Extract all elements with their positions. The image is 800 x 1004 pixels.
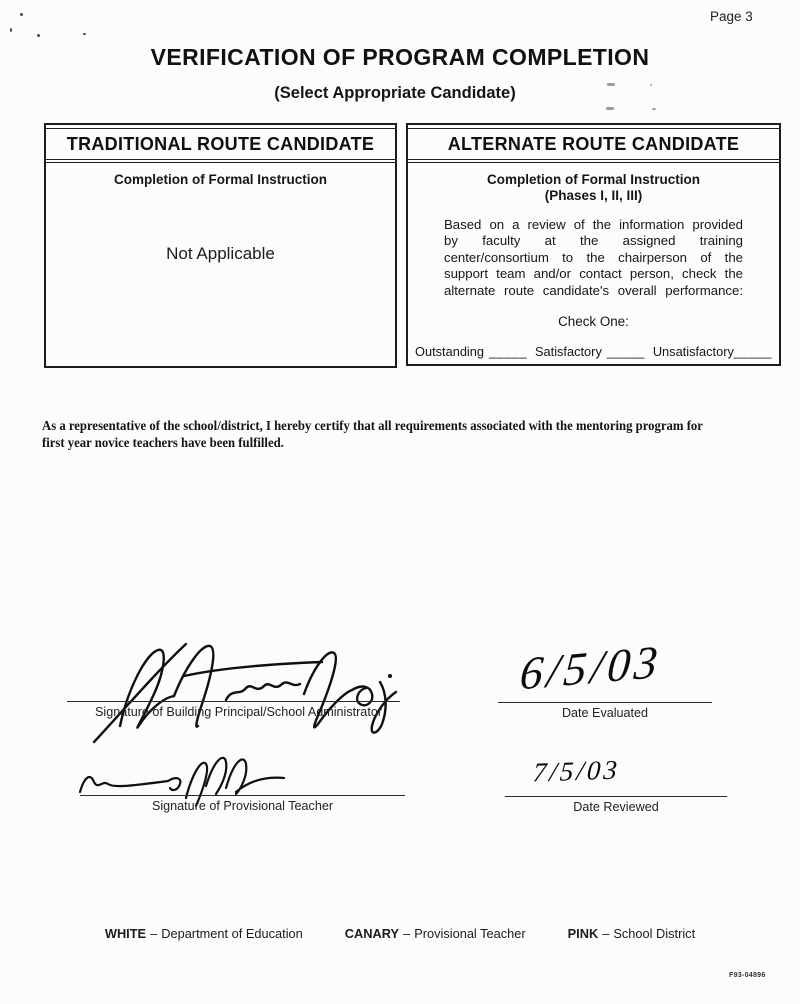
copy-separator: – bbox=[150, 926, 158, 941]
rating-label: Satisfactory bbox=[534, 344, 602, 360]
copy-color-label: WHITE bbox=[104, 926, 147, 941]
certification-line1: As a representative of the school/district, I hereby certify that all requirements associated with the mentoring program for bbox=[42, 418, 703, 433]
instructions-line: Based on a review of the information provided bbox=[444, 217, 743, 232]
scan-speck bbox=[83, 33, 86, 35]
page-subtitle: (Select Appropriate Candidate) bbox=[274, 84, 516, 102]
alternate-route-box bbox=[406, 123, 781, 366]
rating-unsatisfactory bbox=[653, 344, 772, 359]
header-double-rule bbox=[46, 160, 395, 163]
teacher-signature-label: Signature of Provisional Teacher bbox=[151, 799, 334, 813]
scan-speck bbox=[37, 34, 40, 37]
copy-recipient-label: Provisional Teacher bbox=[414, 926, 526, 941]
principal-signature-handwriting bbox=[88, 636, 418, 751]
rating-outstanding bbox=[415, 344, 527, 359]
rating-row bbox=[408, 344, 779, 359]
header-double-rule bbox=[408, 160, 779, 163]
copy-canary bbox=[345, 926, 526, 941]
copy-color-label: CANARY bbox=[344, 926, 400, 941]
principal-signature-line bbox=[67, 701, 400, 702]
alternate-subheading-line2: (Phases I, II, III) bbox=[544, 188, 643, 203]
form-code: F93-04896 bbox=[729, 972, 766, 979]
rating-label: Unsatisfactory bbox=[652, 344, 734, 360]
instructions-line: support team and/or contact person, check the bbox=[444, 266, 743, 282]
copy-distribution-row bbox=[0, 926, 800, 941]
instructions-line: center/consortium to the chairperson of the bbox=[444, 249, 743, 265]
alternate-subheading bbox=[408, 172, 779, 204]
copy-color-label: PINK bbox=[567, 926, 599, 941]
certification-statement bbox=[42, 417, 756, 451]
scan-speck bbox=[20, 13, 23, 16]
rating-label: Outstanding bbox=[415, 344, 485, 360]
alternate-instructions bbox=[444, 217, 743, 299]
copy-separator: – bbox=[602, 926, 610, 941]
traditional-status: Not Applicable bbox=[166, 244, 275, 263]
teacher-signature-line bbox=[80, 795, 405, 796]
rating-blank-line: _____ bbox=[489, 344, 528, 360]
page-title: VERIFICATION OF PROGRAM COMPLETION bbox=[150, 44, 650, 70]
page-number: Page 3 bbox=[710, 9, 753, 24]
principal-signature-label: Signature of Building Principal/School Administrator bbox=[95, 705, 383, 719]
alternate-subheading-line1: Completion of Formal Instruction bbox=[487, 172, 700, 187]
copy-pink bbox=[568, 926, 695, 941]
rating-blank-line: _____ bbox=[606, 344, 645, 360]
copy-separator: – bbox=[403, 926, 411, 941]
alternate-route-title: ALTERNATE ROUTE CANDIDATE bbox=[408, 128, 779, 160]
date-reviewed-line bbox=[505, 796, 727, 797]
rating-satisfactory bbox=[535, 344, 645, 359]
copy-recipient-label: School District bbox=[613, 926, 696, 941]
instructions-line: by faculty at the assigned training bbox=[444, 233, 743, 249]
date-evaluated-label: Date Evaluated bbox=[561, 706, 649, 720]
traditional-route-box bbox=[44, 123, 397, 368]
scan-speck bbox=[10, 28, 12, 32]
copy-recipient-label: Department of Education bbox=[161, 926, 303, 941]
traditional-subheading: Completion of Formal Instruction bbox=[114, 172, 327, 187]
date-reviewed-handwriting: 7/5/03 bbox=[532, 754, 622, 788]
date-evaluated-handwriting: 6/5/03 bbox=[518, 635, 664, 700]
scan-speck bbox=[652, 108, 656, 110]
copy-white bbox=[105, 926, 303, 941]
check-one-label: Check One: bbox=[558, 314, 629, 330]
certification-line2: first year novice teachers have been fulfilled. bbox=[42, 435, 284, 450]
date-reviewed-label: Date Reviewed bbox=[573, 800, 659, 814]
rating-blank-line: _____ bbox=[733, 344, 772, 360]
traditional-route-title: TRADITIONAL ROUTE CANDIDATE bbox=[46, 128, 395, 160]
instructions-line: alternate route candidate's overall performance: bbox=[444, 282, 743, 298]
scan-speck bbox=[606, 107, 614, 110]
date-evaluated-line bbox=[498, 702, 712, 703]
